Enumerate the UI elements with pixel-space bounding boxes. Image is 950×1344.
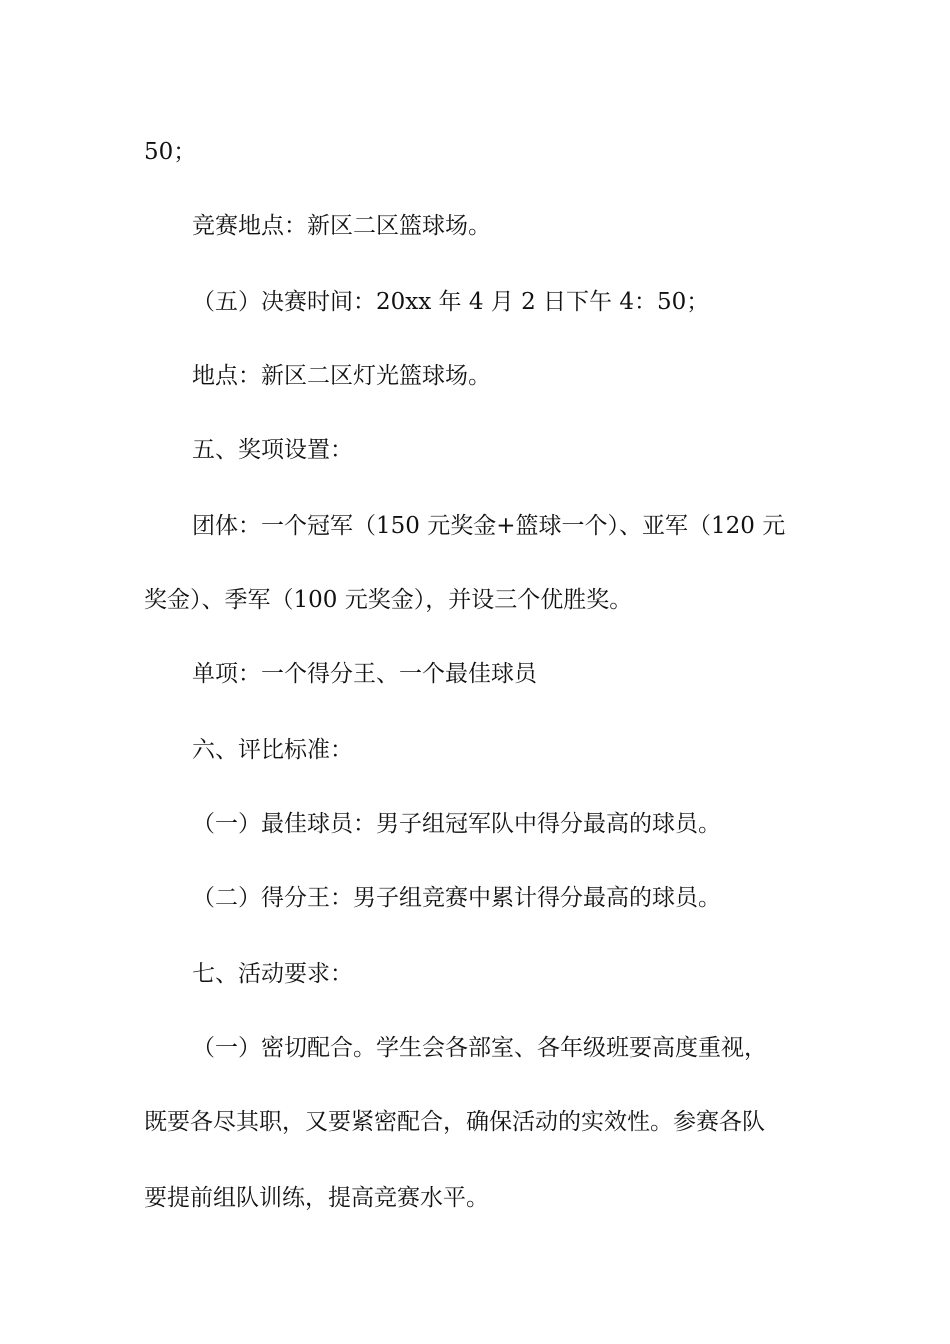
section-heading-awards: 五、奖项设置： (192, 437, 353, 463)
text-line-individual-awards: 单项：一个得分王、一个最佳球员 (192, 661, 537, 687)
text-line-team-awards-cont: 奖金）、季军（100 元奖金），并设三个优胜奖。 (144, 587, 633, 613)
text-line-final-time: （五）决赛时间：20xx 年 4 月 2 日下午 4：50； (192, 289, 710, 315)
text-line-team-awards: 团体：一个冠军（150 元奖金+篮球一个）、亚军（120 元 (192, 513, 786, 539)
text-line-cooperation-cont: 既要各尽其职，又要紧密配合，确保活动的实效性。参赛各队 (144, 1109, 765, 1135)
text-line-top-scorer: （二）得分王：男子组竞赛中累计得分最高的球员。 (192, 885, 721, 911)
text-line-final-venue: 地点：新区二区灯光篮球场。 (192, 363, 491, 389)
section-heading-requirements: 七、活动要求： (192, 961, 353, 987)
text-line-best-player: （一）最佳球员：男子组冠军队中得分最高的球员。 (192, 811, 721, 837)
text-line-continuation: 50； (144, 139, 197, 165)
section-heading-criteria: 六、评比标准： (192, 737, 353, 763)
text-line-venue: 竞赛地点：新区二区篮球场。 (192, 213, 491, 239)
text-line-training: 要提前组队训练，提高竞赛水平。 (144, 1185, 489, 1211)
text-line-cooperation: （一）密切配合。学生会各部室、各年级班要高度重视， (192, 1035, 767, 1061)
